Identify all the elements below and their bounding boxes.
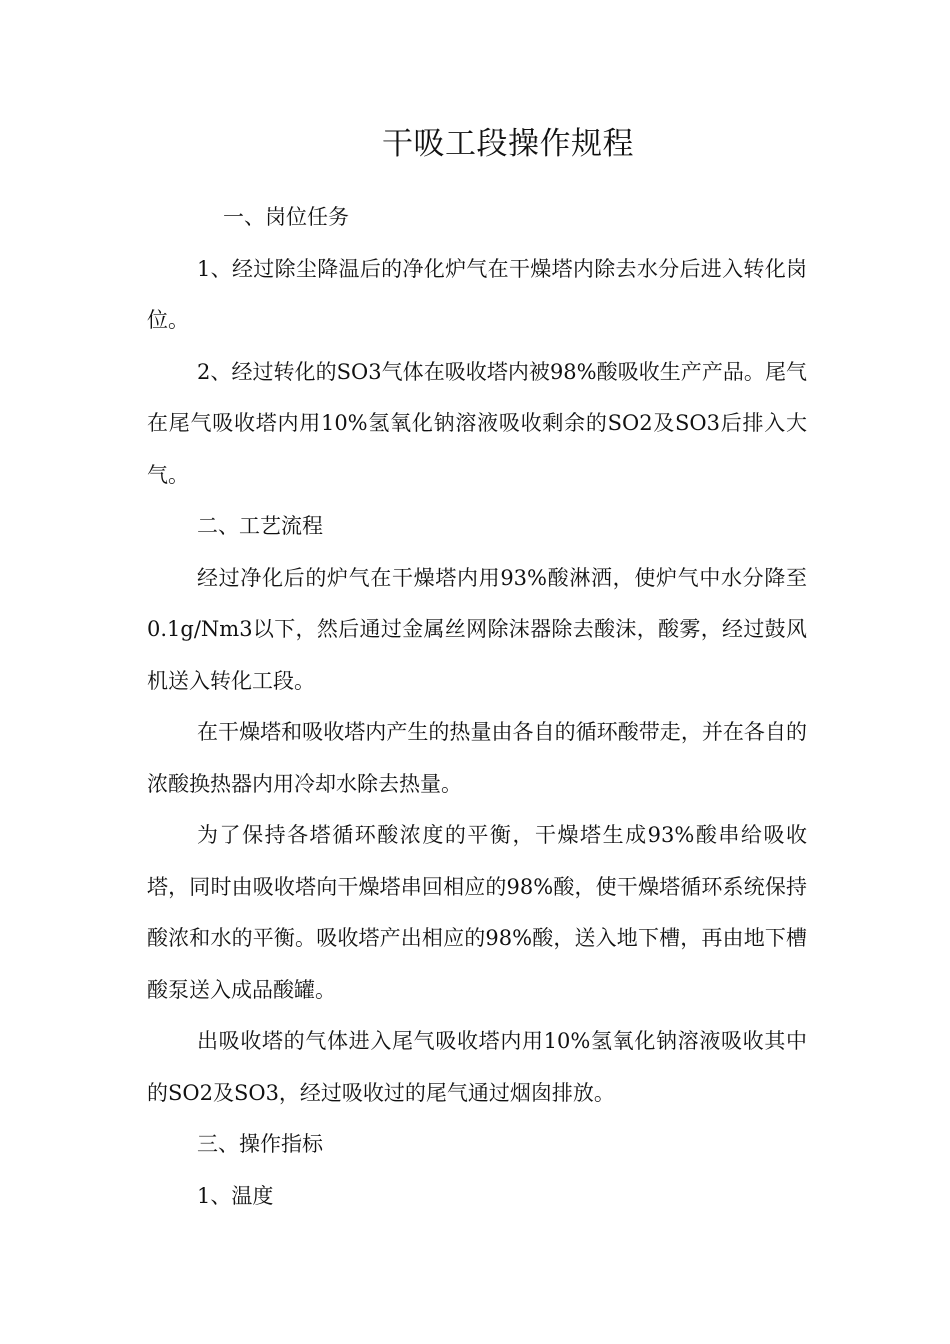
- section-heading-process-flow: 二、工艺流程: [197, 514, 323, 538]
- paragraph-acid-balance: 为了保持各塔循环酸浓度的平衡，干燥塔生成93%酸串给吸收塔，同时由吸收塔向干燥塔串回相应的98%酸，使干燥塔循环系统保持酸浓和水的平衡。吸收塔产出相应的98%酸，送入地下槽，再由地下槽酸泵送入成品酸罐。: [147, 823, 807, 1002]
- paragraph-task-2: 2、经过转化的SO3气体在吸收塔内被98%酸吸收生产产品。尾气在尾气吸收塔内用10%氢氧化钠溶液吸收剩余的SO2及SO3后排入大气。: [147, 359, 807, 487]
- subheading-temperature: 1、温度: [197, 1183, 274, 1208]
- paragraph-task-1: 1、经过除尘降温后的净化炉气在干燥塔内除去水分后进入转化岗位。: [147, 256, 807, 332]
- section-heading-job-tasks: 一、岗位任务: [223, 205, 349, 229]
- section-heading-operating-indicators: 三、操作指标: [197, 1132, 323, 1156]
- paragraph-tail-gas: 出吸收塔的气体进入尾气吸收塔内用10%氢氧化钠溶液吸收其中的SO2及SO3，经过吸收过的尾气通过烟囱排放。: [147, 1029, 807, 1105]
- document-title: 干吸工段操作规程: [382, 126, 634, 162]
- paragraph-drying-tower: 经过净化后的炉气在干燥塔内用93%酸淋洒，使炉气中水分降至0.1g/Nm3以下，然后通过金属丝网除沫器除去酸沫，酸雾，经过鼓风机送入转化工段。: [147, 565, 807, 693]
- document-body: [147, 192, 807, 1222]
- paragraph-heat-removal: 在干燥塔和吸收塔内产生的热量由各自的循环酸带走，并在各自的浓酸换热器内用冷却水除去热量。: [147, 720, 807, 796]
